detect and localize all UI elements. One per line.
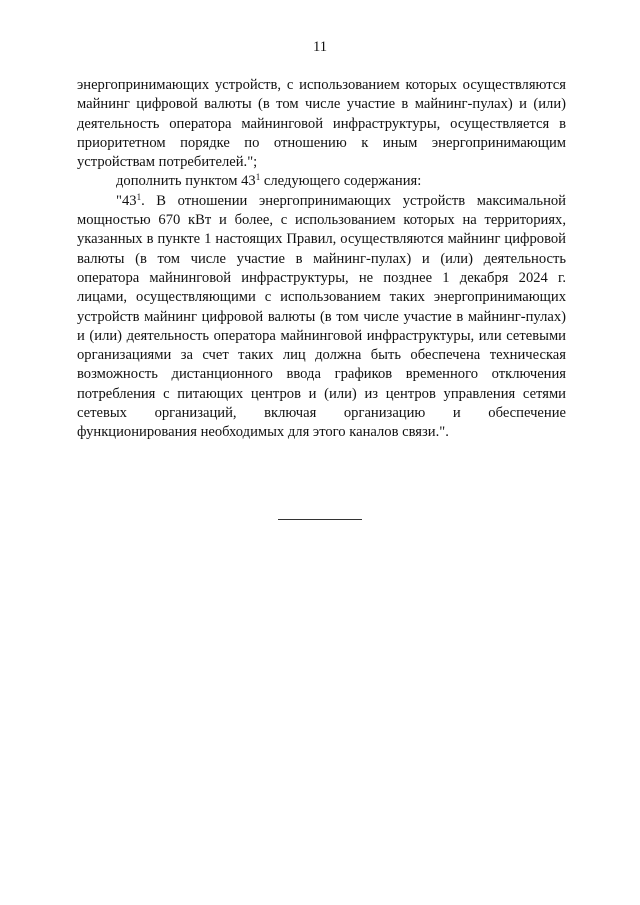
paragraph-new-clause	[77, 192, 566, 443]
amendment-instruction-tail: следующего содержания:	[260, 173, 422, 190]
end-divider-line	[278, 519, 362, 520]
page-number: 11	[312, 39, 328, 55]
paragraph-continuation: энергопринимающих устройств, с использованием которых осуществляются майнинг цифровой валюты (в том числе участие в майнинг-пулах) и (или) деятельность оператора майнинговой инфраструктуры, осуществляется в приоритетном порядке по отношению к иным энергопринимающим устройствам потребителей.";	[77, 77, 566, 171]
clause-number: "43	[116, 192, 137, 209]
clause-text: . В отношении энергопринимающих устройств максимальной мощностью 670 кВт и более, с использованием которых на территориях, указанных в пункте 1 настоящих Правил, осуществляются майнинг цифровой валюты (в том числе участие в майнинг-пулах) и (или) деятельность оператора майнинговой инфраструктуры, не позднее 1 декабря 2024 г. лицами, осуществляющими с использованием таких энергопринимающих устройств майнинг цифровой валюты (в том числе участие в майнинг-пулах) и (или) деятельность оператора майнинговой инфраструктуры, или сетевыми организациями за счет таких лиц должна быть обеспечена техническая возможность дистанционного ввода графиков временного отключения потребления с питающих центров и (или) из центров управления сетями сетевых организаций, включая организацию и обеспечение функционирования необходимых для этого каналов связи.".	[77, 192, 566, 441]
paragraph-amendment-instruction	[77, 172, 566, 191]
body-text	[77, 76, 566, 443]
superscript-index: 1	[136, 191, 142, 202]
amendment-instruction-text: дополнить пунктом 43	[116, 173, 256, 190]
superscript-index: 1	[255, 172, 261, 183]
